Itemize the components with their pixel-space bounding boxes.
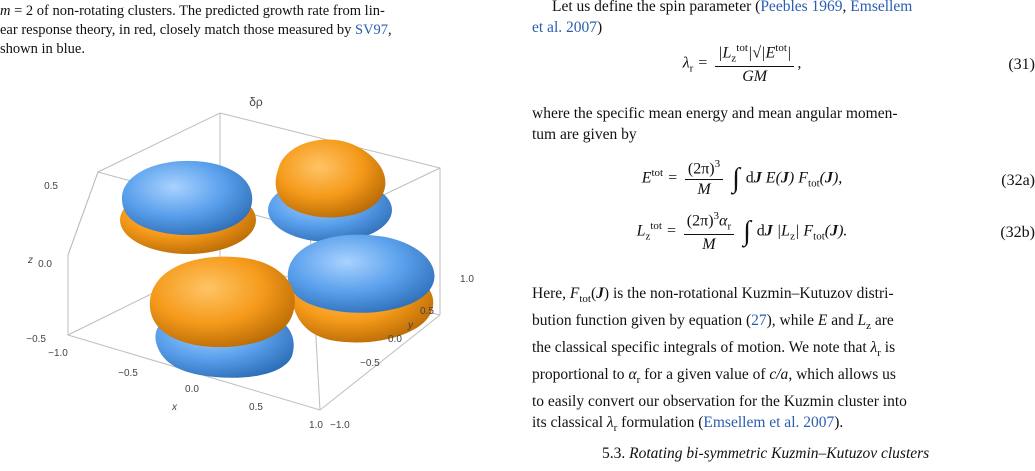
citation-link-peebles[interactable]: Peebles 1969 — [760, 0, 843, 15]
dist-text: are — [870, 312, 894, 330]
paragraph-energy — [532, 103, 1035, 145]
dist-text: ). — [834, 414, 844, 432]
paragraph-distribution: Here, $F_{tot}(J)$ is the non-rotational Kuzmin–Kutuzov distri- bution function given by equation (27), while E and $L_z$ are the classical specific integrals of motion. We note that $\lambda_r$ is proportional to $\alpha_r$ for a given value of c/a, which allows us to easily convert our observation for the Kuzmin cluster into its classical $\lambda_r$ formulation (Emsellem et al. 2007). — [532, 285, 907, 435]
y-axis-label: y — [408, 320, 413, 331]
dist-text: for a given value of — [640, 366, 770, 384]
z-axis — [26, 181, 58, 345]
spin-parameter-intro — [552, 0, 1035, 17]
dist-text: Here, — [532, 285, 570, 302]
x-tick-label: −1.0 — [48, 348, 68, 359]
spin-parameter-intro-line2 — [532, 17, 1035, 38]
lobe-top-orange — [276, 139, 386, 217]
lobe-top-blue-fr — [288, 235, 435, 313]
equation-32a: $E^{tot}$ = $\frac{(2\pi)^3}{M}$ ∫ dJ E(J) $F_{tot}(J)$, (32a) — [641, 158, 1035, 199]
section-heading-5-3 — [602, 445, 929, 463]
dist-text: is — [880, 339, 896, 357]
lobe-back-left — [120, 161, 256, 254]
density-isosurface-figure — [0, 70, 515, 470]
y-tick-label: 0.5 — [420, 306, 434, 317]
lobe-top-blue — [122, 161, 252, 235]
energy-line1: where the specific mean energy and mean angular momen- — [532, 105, 898, 122]
equation-ref-27[interactable]: 27 — [751, 312, 767, 330]
dist-text: to easily convert our observation for the Kuzmin cluster into — [532, 393, 907, 411]
caption-punct: , — [388, 22, 392, 38]
equation-number-32a: (32a) — [1001, 172, 1035, 189]
citation-link-emsellem[interactable]: Emsellem — [850, 0, 913, 15]
x-axis-label: x — [172, 402, 177, 413]
citation-link-emsellem-2007b[interactable]: Emsellem et al. 2007 — [703, 414, 835, 432]
intro-end: ) — [597, 19, 603, 36]
section-title: Rotating bi-symmetric Kuzmin–Kutuzov clusters — [629, 445, 930, 462]
dist-text: and — [827, 312, 858, 330]
y-tick-label: 1.0 — [460, 274, 474, 285]
z-axis-label: z — [28, 255, 33, 266]
lobe-top-orange-fl — [150, 257, 295, 348]
x-tick-label: 0.0 — [185, 384, 199, 395]
caption-math-m: m — [0, 3, 11, 19]
equation-number-31: (31) — [1008, 56, 1035, 73]
left-column — [0, 0, 515, 431]
intro-sep: , — [842, 0, 851, 15]
lobe-back-right — [268, 139, 392, 242]
plot-title: δρ — [249, 95, 263, 109]
dist-text: ), while — [766, 312, 818, 330]
dist-text: formulation ( — [617, 414, 704, 432]
energy-line2: tum are given by — [532, 126, 637, 143]
citation-link-emsellem-2007[interactable]: et al. 2007 — [532, 19, 597, 36]
dist-text: its classical — [532, 414, 607, 432]
caption-line2: ear response theory, in red, closely match those measured by — [0, 22, 355, 38]
intro-text: Let us define the spin parameter ( — [552, 0, 761, 15]
figure-caption — [0, 0, 515, 59]
x-tick-label: 1.0 — [309, 420, 323, 431]
x-tick-label: −0.5 — [118, 368, 138, 379]
x-tick-label: 0.5 — [249, 402, 263, 413]
section-number: 5.3. — [602, 445, 626, 462]
dist-text: bution function given by equation ( — [532, 312, 752, 330]
citation-link-sv97[interactable]: SV97 — [355, 22, 389, 38]
z-tick-label: −0.5 — [26, 334, 46, 345]
caption-line3: shown in blue. — [0, 41, 85, 57]
z-tick-label: 0.0 — [38, 259, 52, 270]
z-tick-label: 0.5 — [44, 181, 58, 192]
dist-text: the classical specific integrals of motion. We note that — [532, 339, 871, 357]
y-tick-label: −1.0 — [330, 420, 350, 431]
dist-text: proportional to — [532, 366, 629, 384]
y-tick-label: 0.0 — [388, 334, 402, 345]
y-tick-label: −0.5 — [360, 358, 380, 369]
dist-text: is the non-rotational Kuzmin–Kutuzov distri- — [609, 285, 894, 302]
equation-31: $\lambda_r$ = $\frac{|L_z^{tot}|√|E^{tot}|}{GM}$ , (31) — [682, 42, 1035, 85]
lobe-front-left — [150, 257, 295, 378]
caption-line1: = 2 of non-rotating clusters. The predicted growth rate from lin- — [10, 3, 385, 19]
dist-text: , which allows us — [788, 366, 896, 384]
equation-32b: $L_z^{tot}$ = $\frac{(2\pi)^3\alpha_r}{M}$ ∫ dJ $|L_z|$ $F_{tot}(J)$. (32b) — [636, 210, 1035, 253]
equation-number-32b: (32b) — [1000, 224, 1035, 241]
